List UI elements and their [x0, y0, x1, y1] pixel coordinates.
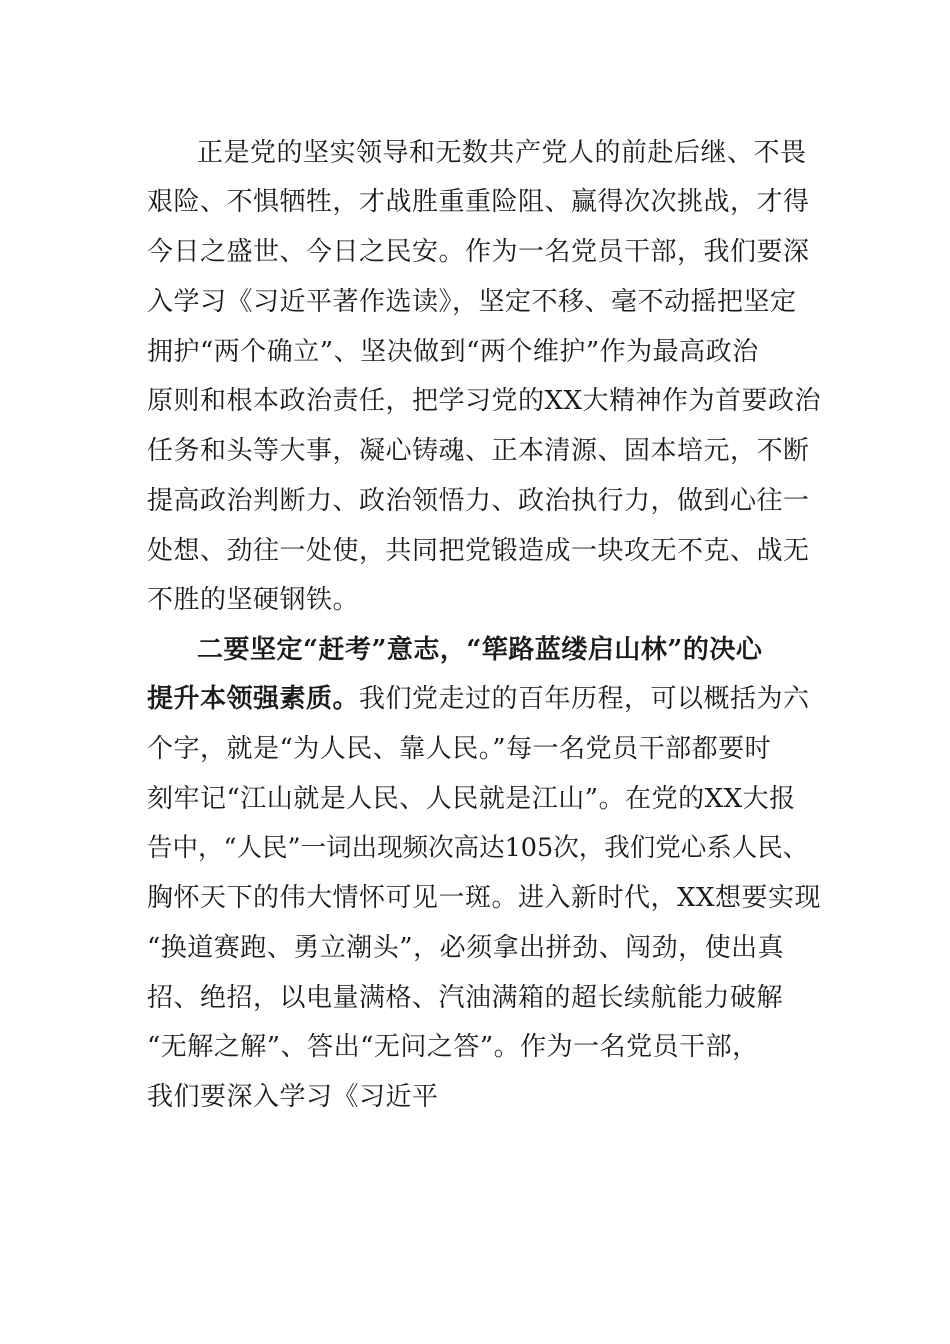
paragraph-2-heading-line-1: 二要坚定“赶考”意志，“筚路蓝缕启山林”的决心: [197, 635, 763, 665]
paragraph-1-line-6: 原则和根本政治责任，把学习党的XX大精神作为首要政治: [147, 386, 822, 416]
paragraph-1-line-7: 任务和头等大事，凝心铸魂、正本清源、固本培元，不断: [147, 436, 810, 466]
paragraph-1-line-2: 艰险、不惧牺牲，才战胜重重险阻、赢得次次挑战，才得: [147, 187, 810, 217]
paragraph-2-line-7: “换道赛跑、勇立潮头”，必须拿出拼劲、闯劲，使出真: [147, 933, 785, 963]
paragraph-2-line-9: “无解之解”、答出“无问之答”。作为一名党员干部，: [147, 1032, 759, 1062]
paragraph-2-line-3: 个字，就是“为人民、靠人民。”每一名党员干部都要时: [147, 734, 772, 764]
paragraph-1-line-10: 不胜的坚硬钢铁。: [147, 585, 360, 615]
paragraph-1-line-5: 拥护“两个确立”、坚决做到“两个维护”作为最高政治: [147, 337, 759, 367]
paragraph-2-line-2: [147, 684, 810, 714]
paragraph-2-line-5: 告中，“人民”一词出现频次高达105次，我们党心系人民、: [147, 833, 809, 863]
paragraph-1-line-3: 今日之盛世、今日之民安。作为一名党员干部，我们要深: [147, 237, 810, 267]
paragraph-1-line-4: 入学习《习近平著作选读》，坚定不移、毫不动摇把坚定: [147, 287, 797, 317]
paragraph-1-line-8: 提高政治判断力、政治领悟力、政治执行力，做到心往一: [147, 486, 810, 516]
paragraph-2-line-6: 胸怀天下的伟大情怀可见一斑。进入新时代，XX想要实现: [147, 883, 822, 913]
paragraph-1-line-9: 处想、劲往一处使，共同把党锻造成一块攻无不克、战无: [147, 536, 810, 566]
paragraph-1-line-1: 正是党的坚实领导和无数共产党人的前赴后继、不畏: [197, 138, 807, 168]
paragraph-2-heading-line-2: 提升本领强素质。: [147, 684, 360, 714]
paragraph-2-line-10: 我们要深入学习《习近平: [147, 1082, 439, 1112]
paragraph-2-line-8: 招、绝招，以电量满格、汽油满箱的超长续航能力破解: [147, 983, 784, 1013]
paragraph-2-line-4: 刻牢记“江山就是人民、人民就是江山”。在党的XX大报: [147, 784, 796, 814]
paragraph-2-line-2-text: 我们党走过的百年历程，可以概括为六: [359, 684, 810, 714]
